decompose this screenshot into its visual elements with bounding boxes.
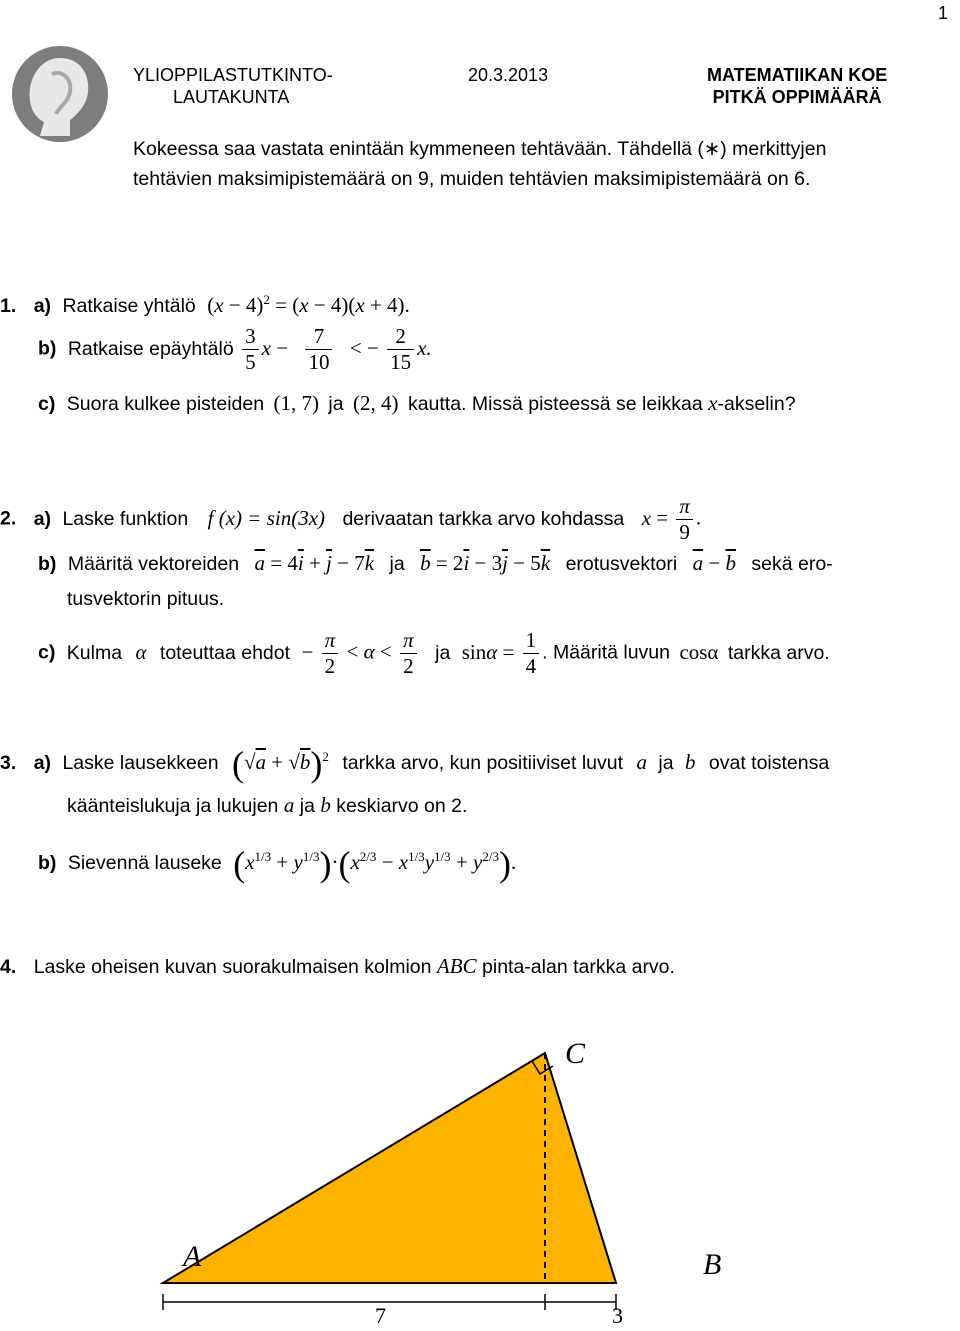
q1-part-a: 1. a) Ratkaise yhtälö $(x - 4)^2 = (x - 4)(x + 4)$. [0, 292, 410, 317]
q1-number: 1. [0, 295, 17, 317]
vertex-label-a: A [183, 1240, 202, 1273]
intro-line-1: Kokeessa saa vastata enintään kymmeneen tehtävään. Tähdellä (∗) merkittyjen [133, 138, 827, 160]
vertex-label-b-text: B [703, 1248, 722, 1281]
q1-inequality: $\frac{3}{5}$ x − $\frac{7}{10}$ < − $\frac{2}{15}$ x. [239, 338, 432, 360]
q2-part-c: c) Kulma α toteuttaa ehdot − $\frac{\pi}{2}$ < α < $\frac{\pi}{2}$ ja sinα = $\frac{1}{4}$ . Määritä luvun cosα tarkka arvo. [38, 628, 830, 678]
triangle-figure [150, 1035, 722, 1328]
exam-date: 20.3.2013 [468, 65, 549, 85]
q3-part-a: 3. a) Laske lausekkeen $(√a + √b)^2$ tarkka arvo, kun positiiviset luvut a ja b ovat toistensa [0, 744, 830, 785]
q3-number: 3. [0, 752, 17, 774]
exam-title: MATEMATIIKAN KOE PITKÄ OPPIMÄÄRÄ [707, 65, 888, 107]
intro-line-2: tehtävien maksimipistemäärä on 9, muiden tehtävien maksimipistemäärä on 6. [133, 168, 811, 190]
q1-equation: $(x - 4)^2 = (x - 4)(x + 4)$. [207, 292, 410, 317]
q3-expression: $(√a + √b)^2$ [231, 744, 329, 785]
dimension-label-left: 7 [375, 1303, 386, 1328]
q1-part-b: b) Ratkaise epäyhtälö $\frac{3}{5}$ x − $\frac{7}{10}$ < − $\frac{2}{15}$ x. [38, 324, 432, 374]
q2-number: 2. [0, 507, 17, 530]
q3-part-a-line2: käänteislukuja ja lukujen a ja b keskiarvo on 2. [67, 793, 468, 817]
vector-b-definition: $\overline{b} = 2\overline{i} - 3\overline{j} - 5\overline{k}$ [420, 551, 551, 575]
q3-product-expression: $(x^{1/3} + y^{1/3})\cdot(x^{2/3} - x^{1/3}y^{1/3} + y^{2/3})$. [233, 844, 517, 885]
page-number: 1 [937, 3, 948, 23]
q4-text: 4. Laske oheisen kuvan suorakulmaisen kolmion ABC pinta-alan tarkka arvo. [0, 954, 675, 978]
q2-part-b: b) Määritä vektoreiden $\overline{a} = 4\overline{i} + \overline{j} - 7\overline{k}$ ja $\overline{b} = 2\overline{i} - 3\overline{j} - 5\overline{k}$ erotusvektori $\overline{a} - \overline{b}$ sekä ero- [38, 551, 833, 575]
q1-part-c: c) Suora kulkee pisteiden (1, 7) ja (2, 4) kautta. Missä pisteessä se leikkaa x-akselin? [38, 391, 796, 415]
triangle-abc [163, 1053, 616, 1283]
q2-part-b-line2: tusvektorin pituus. [67, 588, 225, 610]
org-name: YLIOPPILASTUTKINTO- LAUTAKUNTA [133, 65, 333, 107]
vertex-label-c: C [565, 1037, 586, 1070]
q2-part-a: 2. a) Laske funktion f (x) = sin(3x) derivaatan tarkka arvo kohdassa x = $\frac{\pi}{9}$ . [0, 494, 702, 544]
q4-number: 4. [0, 956, 17, 978]
vector-a-definition: $\overline{a} = 4\overline{i} + \overline{j} - 7\overline{k}$ [254, 551, 375, 575]
dimension-label-right: 3 [612, 1303, 623, 1328]
head-silhouette-icon [10, 44, 110, 144]
board-logo [10, 44, 110, 144]
q3-part-b: b) Sievennä lauseke $(x^{1/3} + y^{1/3})\cdot(x^{2/3} - x^{1/3}y^{1/3} + y^{2/3})$. [38, 844, 517, 885]
